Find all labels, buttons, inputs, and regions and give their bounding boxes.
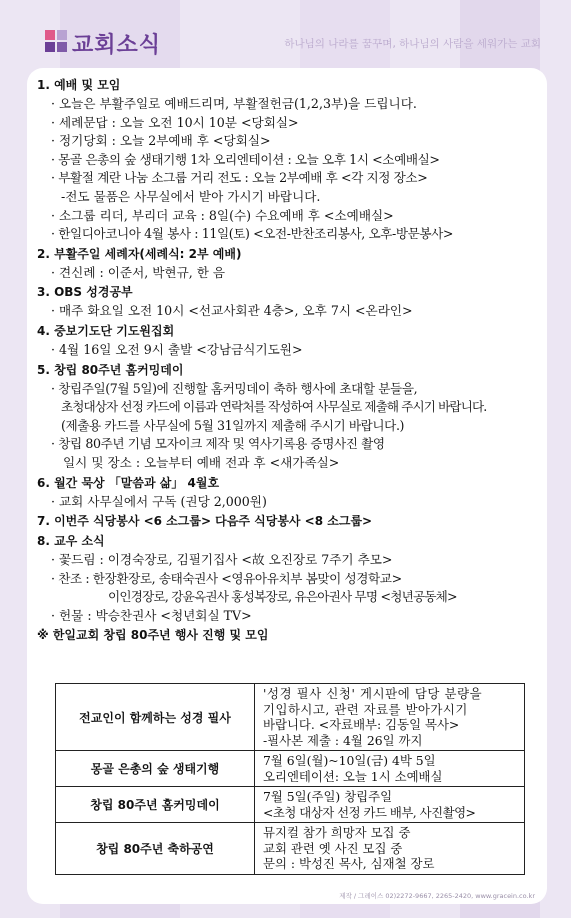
list-item: · 오늘은 부활주일로 예배드리며, 부활절헌금(1,2,3부)을 드립니다. — [51, 96, 417, 111]
section-homecoming — [37, 360, 542, 473]
church-motto: 하나님의 나라를 꿈꾸며, 하나님의 사람을 세워가는 교회 — [284, 38, 541, 50]
table-row — [56, 684, 525, 751]
list-item: · 정기당회 : 오늘 2부예배 후 <당회실> — [51, 133, 271, 149]
list-item: · 교회 사무실에서 구독 (권당 2,000원) — [51, 493, 267, 509]
list-item: · 창립 80주년 기념 모자이크 제작 및 역사기록용 증명사진 촬영 — [51, 436, 385, 452]
table-row — [56, 751, 525, 787]
event-detail-line: 문의 : 박성진 목사, 심재철 장로 — [263, 856, 435, 872]
section-heading: 3. OBS 성경공부 — [37, 285, 133, 300]
section-heading: 6. 월간 묵상 「말씀과 삶」 4월호 — [37, 475, 220, 490]
events-heading: ※ 한일교회 창립 80주년 행사 진행 및 모임 — [37, 628, 269, 643]
list-item: · 찬조 : 한장환장로, 송태숙권사 <영유아유치부 봄맞이 성경학교> — [51, 570, 402, 586]
list-item: · 매주 화요일 오전 10시 <선교사회관 4층>, 오후 7시 <온라인> — [51, 303, 413, 319]
event-detail-line: 오리엔테이션: 오늘 1시 소예배실 — [263, 768, 443, 784]
event-detail-line: <초청 대상자 선정 카드 배부, 사진촬영> — [263, 804, 476, 820]
section-member-news — [37, 531, 542, 625]
event-details — [255, 787, 525, 823]
list-item: -전도 물품은 사무실에서 받아 가시기 바랍니다. — [61, 188, 321, 204]
table-row — [56, 823, 525, 875]
event-details — [255, 751, 525, 787]
event-detail-line: 바랍니다. <자료배부: 김동일 목사> — [263, 717, 460, 732]
list-item: 초청대상자 선정 카드에 이름과 연락처를 작성하여 사무실로 제출해 주시기 바랍니다. — [61, 399, 487, 415]
list-item: · 부활절 계란 나눔 소그룹 거리 전도 : 오늘 2부예배 후 <각 지정 장소> — [51, 170, 428, 186]
list-item: · 꽃드림 : 이경숙장로, 김필기집사 <故 오진장로 7주기 추모> — [51, 552, 393, 568]
list-item: 이인경장로, 강윤옥권사 홍성복장로, 유은아권사 무명 <청년공동체> — [108, 589, 457, 605]
event-detail-line: 뮤지컬 참가 희망자 모집 중 — [263, 825, 411, 841]
section-heading: 7. 이번주 식당봉사 <6 소그룹> 다음주 식당봉사 <8 소그룹> — [37, 514, 373, 529]
event-name: 창립 80주년 축하공연 — [56, 823, 255, 875]
event-detail-line: 기입하시고, 관련 자료를 받아가시기 — [263, 701, 468, 717]
list-item: · 창립주일(7월 5일)에 진행할 홈커밍데이 축하 행사에 초대할 분들을, — [51, 380, 418, 396]
section-prayer-retreat — [37, 321, 542, 360]
event-name: 몽골 은총의 숲 생태기행 — [56, 751, 255, 787]
section-heading: 5. 창립 80주년 홈커밍데이 — [37, 362, 184, 377]
list-item: · 견신례 : 이준서, 박현규, 한 음 — [51, 264, 226, 280]
table-row — [56, 787, 525, 823]
event-detail-line: 7월 6일(월)~10일(금) 4박 5일 — [263, 753, 436, 768]
list-item: · 세례문답 : 오늘 오전 10시 10분 <당회실> — [51, 114, 299, 130]
event-name: 전교인이 함께하는 성경 필사 — [56, 684, 255, 751]
list-item: · 소그룹 리더, 부리더 교육 : 8일(수) 수요예배 후 <소예배실> — [51, 207, 394, 223]
section-heading: 4. 중보기도단 기도원집회 — [37, 323, 175, 338]
section-heading: 2. 부활주일 세례자(세례식: 2부 예배) — [37, 246, 242, 261]
page-header — [0, 0, 571, 68]
list-item: · 4월 16일 오전 9시 출발 <강남금식기도원> — [51, 341, 303, 357]
list-item: 일시 및 장소 : 오늘부터 예배 전과 후 <새가족실> — [63, 454, 340, 470]
section-worship — [37, 75, 542, 244]
event-name: 창립 80주년 홈커밍데이 — [56, 787, 255, 823]
section-baptism — [37, 244, 542, 283]
section-kitchen-service — [37, 511, 542, 531]
event-detail-line: 교회 관련 옛 사진 모집 중 — [263, 840, 403, 856]
event-details — [255, 823, 525, 875]
section-devotional — [37, 473, 542, 512]
section-heading: 1. 예배 및 모임 — [37, 78, 121, 92]
event-detail-line: -필사본 제출 : 4월 26일 까지 — [263, 732, 423, 748]
list-item: (제출용 카드를 사무실에 5월 31일까지 제출해 주시기 바랍니다.) — [61, 417, 405, 433]
page-title: 교회소식 — [72, 33, 162, 58]
list-item: · 한일디아코니아 4월 봉사 : 11일(토) <오전-반찬조리봉사, 오후-방문봉사> — [51, 226, 454, 242]
list-item: · 헌물 : 박승찬권사 <청년회실 TV> — [51, 607, 252, 623]
section-bible-study — [37, 282, 542, 321]
section-heading: 8. 교우 소식 — [37, 534, 105, 549]
event-detail-line: '성경 필사 신청' 게시판에 담당 분량을 — [263, 686, 483, 701]
logo-icon — [45, 30, 67, 52]
announcement-list — [37, 75, 542, 645]
events-table — [55, 683, 525, 875]
list-item: · 몽골 은총의 숲 생태기행 1차 오리엔테이션 : 오늘 오후 1시 <소예배실> — [51, 151, 440, 167]
event-detail-line: 7월 5일(주일) 창립주일 — [263, 789, 393, 804]
event-details — [255, 684, 525, 751]
print-credit: 제작 / 그레이스 02)2272-9667, 2265-2420, www.gracein.co.kr — [339, 892, 535, 900]
